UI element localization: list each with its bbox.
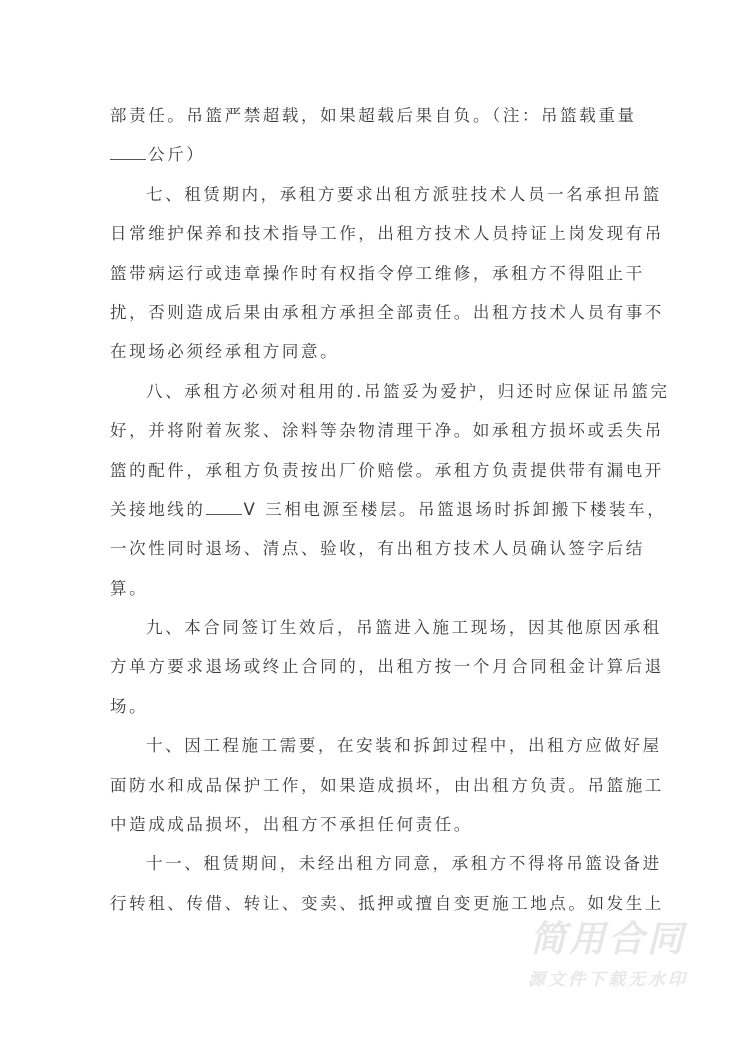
paragraph-continuation [110,96,640,175]
text-line: 九、本合同签订生效后，吊篮进入施工现场，因其他原因承租 [146,618,662,638]
text-line [110,490,667,529]
watermark-subtitle: 源文件下载无水印 [528,970,688,990]
text-line: 篮的配件，承租方负责按出厂价赔偿。承租方负责提供带有漏电开 [110,460,664,480]
text-line [110,135,640,174]
text-line: 十一、租赁期间，未经出租方同意，承租方不得将吊篮设备进 [146,854,662,874]
text-line: 面防水和成品保护工作，如果造成损坏，由出租方负责。吊篮施工 [110,775,664,795]
paragraph-clause-9 [110,608,664,726]
text-line: 日常维护保养和技术指导工作，出租方技术人员持证上岗发现有吊 [110,224,664,244]
text-line: 在现场必须经承租方同意。 [110,342,340,362]
text-line: 中造成成品损坏，出租方不承担任何责任。 [110,815,473,835]
text-fragment: 公斤） [148,145,206,165]
text-fragment: 关接地线的 [110,499,206,519]
document-page [110,96,670,923]
paragraph-clause-10 [110,726,664,844]
fill-in-blank-weight [110,145,146,160]
text-fragment: V 三相电源至楼层。吊篮退场时拆卸搬下楼装车， [243,499,667,519]
paragraph-clause-11 [110,844,664,923]
text-line: 七、租赁期内，承租方要求出租方派驻技术人员一名承担吊篮 [146,184,662,204]
text-line: 行转租、传借、转让、变卖、抵押或擅自变更施工地点。如发生上 [110,893,664,913]
text-line: 场。 [110,696,149,716]
fill-in-blank-voltage [206,500,242,515]
text-line: 八、承租方必须对租用的.吊篮妥为爱护，归还时应保证吊篮完 [146,381,670,401]
text-line: 好，并将附着灰浆、涂料等杂物清理干净。如承租方损坏或丢失吊 [110,421,664,441]
watermark-title: 简用合同 [529,919,686,960]
text-line: 十、因工程施工需要，在安装和拆卸过程中，出租方应做好屋 [146,736,662,756]
watermark [508,918,708,994]
paragraph-clause-8 [110,372,670,608]
text-line: 篮带病运行或违章操作时有权指令停工维修，承租方不得阻止干 [110,263,645,283]
text-line: 算。 [110,578,149,598]
text-line: 部责任。吊篮严禁超载，如果超载后果自负。（注：吊篮载重量 [110,106,637,125]
text-line: 扰，否则造成后果由承租方承担全部责任。出租方技术人员有事不 [110,302,664,322]
text-line: 一次性同时退场、清点、验收，有出租方技术人员确认签字后结 [110,539,645,559]
paragraph-clause-7 [110,175,664,372]
text-line: 方单方要求退场或终止合同的，出租方按一个月合同租金计算后退 [110,657,664,677]
